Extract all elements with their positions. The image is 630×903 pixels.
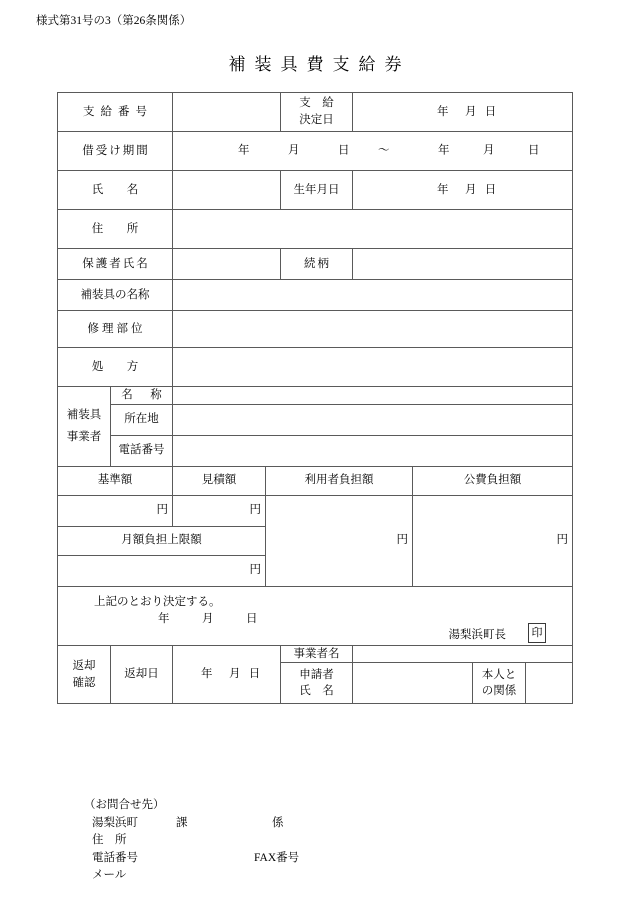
field-shimei[interactable] xyxy=(173,171,281,210)
form-number: 様式第31号の3（第26条関係） xyxy=(36,15,192,27)
label-honnin-to-no-kankei xyxy=(473,663,526,704)
mayor-title: 湯梨浜町長 xyxy=(448,628,506,641)
field-vendor-denwa[interactable] xyxy=(173,435,573,466)
contact-heading-row xyxy=(84,797,165,815)
label-hosogu-jigyosha-line1: 補装具 xyxy=(66,408,102,421)
table-row-karikuke-kikan xyxy=(58,132,573,171)
field-mitsumorigaku-yen[interactable]: 円 xyxy=(173,495,266,526)
day-marker: 日 xyxy=(484,105,497,118)
header-kijungaku: 基準額 xyxy=(58,466,173,495)
label-shikyu-ketteibi xyxy=(281,93,353,132)
contact-phone-row xyxy=(84,850,300,868)
month-marker: 月 xyxy=(229,668,241,681)
label-shinseisha-shimei-line2: 氏 名 xyxy=(299,685,334,698)
contact-town-row xyxy=(84,815,284,833)
header-mitsumorigaku: 見積額 xyxy=(173,466,266,495)
year-marker: 年 xyxy=(437,105,449,118)
to-day-marker: 日 xyxy=(528,144,540,157)
label-hosogu-jigyosha xyxy=(58,387,111,467)
month-marker: 月 xyxy=(465,183,477,196)
contact-address-row xyxy=(84,832,165,850)
contact-division: 課 xyxy=(176,816,188,829)
month-marker: 月 xyxy=(202,612,214,625)
label-getsugaku-futan-jogengaku: 月額負担上限額 xyxy=(58,526,266,555)
day-marker: 日 xyxy=(484,183,497,196)
year-marker: 年 xyxy=(201,668,213,681)
day-marker: 日 xyxy=(248,668,261,681)
field-shinseisha-shimei[interactable] xyxy=(353,663,473,704)
field-kijungaku-yen[interactable]: 円 xyxy=(58,495,173,526)
field-vendor-meisho[interactable] xyxy=(173,387,573,405)
contact-town: 湯梨浜町 xyxy=(92,816,138,829)
table-row-decision xyxy=(58,586,573,645)
label-hogosha-shimei: 保護者氏名 xyxy=(58,249,173,280)
table-row-shuri-bui xyxy=(58,311,573,348)
table-row-vendor-denwa xyxy=(58,435,573,466)
field-jigyosha-mei[interactable] xyxy=(353,645,573,663)
month-marker: 月 xyxy=(465,105,477,118)
to-year-marker: 年 xyxy=(438,144,450,157)
field-seinengappi-date[interactable] xyxy=(353,171,573,210)
to-month-marker: 月 xyxy=(483,144,495,157)
label-honnin-to-no-kankei-line1: 本人と xyxy=(481,668,517,681)
header-kouhi-futangaku: 公費負担額 xyxy=(413,466,573,495)
label-vendor-denwa: 電話番号 xyxy=(111,435,173,466)
page-title: 補装具費支給券 xyxy=(228,55,411,74)
contact-section: 係 xyxy=(272,816,284,829)
seal-icon: 印 xyxy=(528,623,546,643)
label-hosogu-meisho: 補装具の名称 xyxy=(58,280,173,311)
from-month-marker: 月 xyxy=(288,144,300,157)
field-shoho[interactable] xyxy=(173,348,573,387)
label-shimei: 氏 名 xyxy=(58,171,173,210)
table-row-jusho xyxy=(58,210,573,249)
label-shoho: 処 方 xyxy=(58,348,173,387)
label-tsuzukigara: 続柄 xyxy=(281,249,353,280)
table-row-return-vendor xyxy=(58,645,573,663)
from-day-marker: 日 xyxy=(338,144,350,157)
table-row-shoho xyxy=(58,348,573,387)
decision-date[interactable] xyxy=(158,611,258,628)
year-marker: 年 xyxy=(158,612,170,625)
decision-block xyxy=(58,586,573,645)
field-jusho[interactable] xyxy=(173,210,573,249)
label-shinseisha-shimei-line1: 申請者 xyxy=(299,668,334,681)
contact-block xyxy=(84,797,300,885)
label-shuri-bui: 修理部位 xyxy=(58,311,173,348)
field-vendor-shozaichi[interactable] xyxy=(173,404,573,435)
voucher-form-table xyxy=(57,92,573,704)
field-honnin-to-no-kankei[interactable] xyxy=(526,663,573,704)
table-row-vendor-meisho xyxy=(58,387,573,405)
label-honnin-to-no-kankei-line2: の関係 xyxy=(481,685,517,698)
field-shuri-bui[interactable] xyxy=(173,311,573,348)
label-jusho: 住 所 xyxy=(58,210,173,249)
decision-text: 上記のとおり決定する。 xyxy=(94,595,221,608)
field-tsuzukigara[interactable] xyxy=(353,249,573,280)
table-row-vendor-shozaichi xyxy=(58,404,573,435)
contact-mail-label: メール xyxy=(92,869,127,881)
label-hosogu-jigyosha-line2: 事業者 xyxy=(66,431,102,444)
label-shikyu-bango: 支給番号 xyxy=(58,93,173,132)
label-henkyaku-kakunin-line2: 確認 xyxy=(72,676,96,689)
table-row-amount-values xyxy=(58,495,573,526)
field-getsugaku-futan-jogengaku-yen[interactable]: 円 xyxy=(58,555,266,586)
contact-fax-label: FAX番号 xyxy=(254,851,300,864)
from-year-marker: 年 xyxy=(238,144,250,157)
field-shikyu-bango[interactable] xyxy=(173,93,281,132)
contact-address-label: 住 所 xyxy=(92,834,127,846)
label-vendor-meisho: 名 称 xyxy=(111,387,173,405)
field-riyousha-futangaku-yen[interactable]: 円 xyxy=(266,495,413,586)
label-karikuke-kikan: 借受け期間 xyxy=(58,132,173,171)
contact-mail-row xyxy=(84,867,165,885)
label-seinengappi: 生年月日 xyxy=(281,171,353,210)
day-marker: 日 xyxy=(246,612,258,625)
table-row-hogosha xyxy=(58,249,573,280)
field-karikuke-kikan[interactable] xyxy=(173,132,573,171)
label-henkyaku-kakunin xyxy=(58,645,111,704)
label-henkyakubi: 返却日 xyxy=(111,645,173,704)
field-henkyakubi-date[interactable] xyxy=(173,645,281,704)
label-vendor-shozaichi: 所在地 xyxy=(111,404,173,435)
field-hogosha-shimei[interactable] xyxy=(173,249,281,280)
label-henkyaku-kakunin-line1: 返却 xyxy=(72,659,96,672)
year-marker: 年 xyxy=(437,183,449,196)
field-kouhi-futangaku-yen[interactable]: 円 xyxy=(413,495,573,586)
contact-heading: （お問合せ先） xyxy=(84,799,165,811)
field-shikyu-ketteibi-date[interactable] xyxy=(353,93,573,132)
table-row-hosogu-meisho xyxy=(58,280,573,311)
table-row-shimei xyxy=(58,171,573,210)
label-shikyu-ketteibi-line1: 支 給 xyxy=(299,97,334,110)
table-row-amount-headers xyxy=(58,466,573,495)
label-shinseisha-shimei xyxy=(281,663,353,704)
header-riyousha-futangaku: 利用者負担額 xyxy=(266,466,413,495)
field-hosogu-meisho[interactable] xyxy=(173,280,573,311)
contact-phone-label: 電話番号 xyxy=(92,851,138,864)
tilde-separator: 〜 xyxy=(378,144,390,157)
table-row-shikyu-bango xyxy=(58,93,573,132)
label-shikyu-ketteibi-line2: 決定日 xyxy=(299,114,334,126)
label-jigyosha-mei: 事業者名 xyxy=(281,645,353,663)
